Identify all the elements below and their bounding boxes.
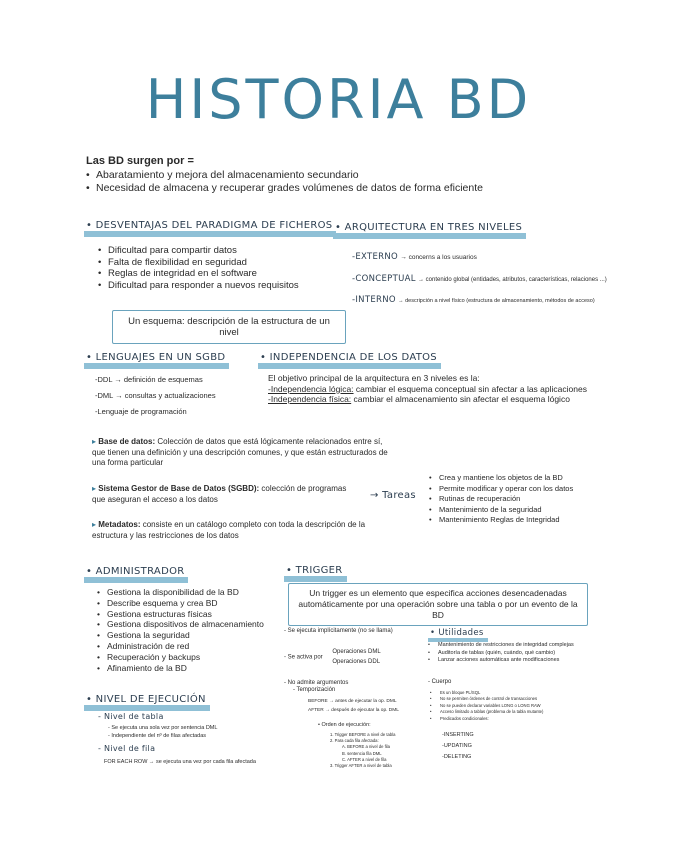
- temporizacion-list: [308, 697, 399, 715]
- section-heading-nivel-ejecucion: • NIVEL DE EJECUCIÓN: [84, 694, 210, 705]
- definicion-metadatos: ▸ Metadatos: consiste en un catálogo completo con toda la descripción de la estructura y las restricciones de los datos: [92, 520, 366, 540]
- section-heading-independencia: • INDEPENDENCIA DE LOS DATOS: [258, 352, 441, 363]
- temporizacion-label: - Temporización: [293, 687, 336, 693]
- list-item: • Mantenimiento de la seguridad: [429, 505, 573, 516]
- desventajas-list: [98, 245, 299, 291]
- section-heading-lenguajes: • LENGUAJES EN UN SGBD: [84, 352, 229, 363]
- list-item: -INSERTING: [442, 732, 474, 738]
- list-item: • Abaratamiento y mejora del almacenamiento secundario: [86, 169, 483, 182]
- administrador-list: [97, 587, 264, 673]
- list-item: -UPDATING: [442, 743, 472, 749]
- cuerpo-list: [430, 690, 543, 722]
- definicion-sgbd: ▸ Sistema Gestor de Base de Datos (SGBD): colección de programas que aseguran el acceso a los datos: [92, 484, 347, 504]
- list-item: AFTER → después de ejecutar la op. DML: [308, 708, 399, 713]
- list-item: 2. Para cada fila afectada:: [330, 738, 379, 744]
- list-item: -CONCEPTUAL → contenido global (entidades, atributos, características, relaciones ...): [352, 273, 607, 284]
- independencia-text: El objetivo principal de la arquitectura en 3 niveles es la: -Independencia lógica: cambiar el esquema conceptual sin afectar a las aplicaciones -Independencia física: cambiar el almacenamiento sin afectar el esquema lógico: [268, 373, 587, 404]
- list-item: • Lanzar acciones automáticas ante modificaciones: [428, 657, 574, 665]
- list-item: • Rutinas de recuperación: [429, 494, 573, 505]
- list-item: -EXTERNO → concerns a los usuarios: [352, 252, 477, 262]
- list-item: -Lenguaje de programación: [95, 407, 187, 416]
- cuerpo-heading: - Cuerpo: [428, 679, 452, 685]
- lenguajes-list: [95, 372, 216, 420]
- utilidades-heading: • Utilidades: [428, 628, 488, 638]
- list-item: -DML → consultas y actualizaciones: [95, 391, 216, 400]
- list-item: • Describe esquema y crea BD: [97, 598, 264, 609]
- list-item: • No se pueden declarar variables LONG o LONG RAW: [430, 703, 543, 709]
- list-item: • Recuperación y backups: [97, 652, 264, 663]
- list-item: • Gestiona la seguridad: [97, 630, 264, 641]
- nivel-fila-text: FOR EACH ROW → se ejecuta una vez por cada fila afectada: [104, 759, 256, 765]
- nivel-tabla-label: - Nivel de tabla: [98, 712, 164, 721]
- section-heading-desventajas: • DESVENTAJAS DEL PARADIGMA DE FICHEROS: [84, 220, 336, 231]
- list-item: • Gestiona dispositivos de almacenamiento: [97, 619, 264, 630]
- list-item: • Auditoría de tablas (quién, cuándo, qué cambio): [428, 650, 574, 658]
- list-item: A. BEFORE a nivel de fila: [342, 744, 390, 750]
- page-title: HISTORIA BD: [145, 68, 532, 131]
- list-item: • Administración de red: [97, 641, 264, 652]
- list-item: C. AFTER a nivel de fila: [342, 756, 387, 762]
- list-item: • Permite modificar y operar con los datos: [429, 484, 573, 495]
- section-heading-trigger: • TRIGGER: [284, 565, 347, 576]
- list-item: - Independiente del nº de filas afectadas: [108, 733, 207, 739]
- list-item: - Se activa por Operaciones DML Operaciones DDL: [284, 649, 381, 665]
- list-item: 3. Trigger AFTER a nivel de tabla: [330, 763, 392, 769]
- list-item: • Dificultad para compartir datos: [98, 245, 299, 257]
- list-item: • Gestiona estructuras físicas: [97, 609, 264, 620]
- esquema-box: Un esquema: descripción de la estructura de un nivel: [112, 310, 346, 344]
- list-item: • Dificultad para responder a nuevos requisitos: [98, 280, 299, 292]
- list-item: - Se ejecuta implícitamente (no se llama): [284, 628, 393, 634]
- list-item: -INTERNO → descripción a nivel físico (estructura de almacenamiento, métodos de acceso): [352, 295, 595, 305]
- tareas-list: [429, 473, 573, 526]
- list-item: • Afinamiento de la BD: [97, 663, 264, 674]
- list-item: • Necesidad de almacena y recuperar grades volúmenes de datos de forma eficiente: [86, 182, 483, 195]
- list-item: • Crea y mantiene los objetos de la BD: [429, 473, 573, 484]
- list-item: • Falta de flexibilidad en seguridad: [98, 257, 299, 269]
- list-item: BEFORE → antes de ejecutar la op. DML: [308, 699, 397, 704]
- orden-list: [330, 732, 395, 769]
- orden-heading: • Orden de ejecución:: [318, 722, 371, 728]
- list-item: - No admite argumentos: [284, 680, 349, 686]
- list-item: • Es un bloque PL/SQL: [430, 690, 543, 696]
- utilidades-list: [428, 642, 574, 665]
- nivel-tabla-list: [108, 724, 217, 740]
- list-item: • No se permiten órdenes de control de transacciones: [430, 696, 543, 702]
- trigger-definition-box: Un trigger es un elemento que especifica acciones desencadenadas automáticamente por una operación sobre una tabla o por un evento de la BD: [288, 583, 588, 626]
- list-item: • Reglas de integridad en el software: [98, 268, 299, 280]
- list-item: - Se ejecuta una sola vez por sentencia DML: [108, 725, 218, 731]
- list-item: • Predicados condicionales:: [430, 716, 543, 722]
- section-heading-arquitectura: • ARQUITECTURA EN TRES NIVELES: [333, 222, 526, 233]
- list-item: • Acceso limitado a tablas (problema de la tabla mutante): [430, 709, 543, 715]
- list-item: -DDL → definición de esquemas: [95, 375, 203, 384]
- list-item: • Gestiona la disponibilidad de la BD: [97, 587, 264, 598]
- predicados-list: [442, 730, 474, 763]
- list-item: • Mantenimiento de restricciones de integridad complejas: [428, 642, 574, 650]
- list-item: 1. Trigger BEFORE a nivel de tabla: [330, 732, 396, 737]
- definicion-bd: ▸ Base de datos: Colección de datos que está lógicamente relacionados entre sí, que tienen una definición y una descripción comunes, y que están estructurados de una forma particular: [92, 437, 388, 467]
- arquitectura-list: [352, 252, 652, 306]
- list-item: • Mantenimiento Reglas de Integridad: [429, 515, 573, 526]
- intro-heading: Las BD surgen por =: [86, 155, 194, 167]
- list-item: -DELETING: [442, 754, 472, 760]
- nivel-fila-label: - Nivel de fila: [98, 744, 156, 753]
- trigger-points: [284, 627, 393, 687]
- tareas-label: → Tareas: [370, 490, 416, 501]
- intro-list: [86, 169, 483, 195]
- list-item: B. sentencia fila DML: [342, 750, 382, 756]
- section-heading-administrador: • ADMINISTRADOR: [84, 566, 188, 577]
